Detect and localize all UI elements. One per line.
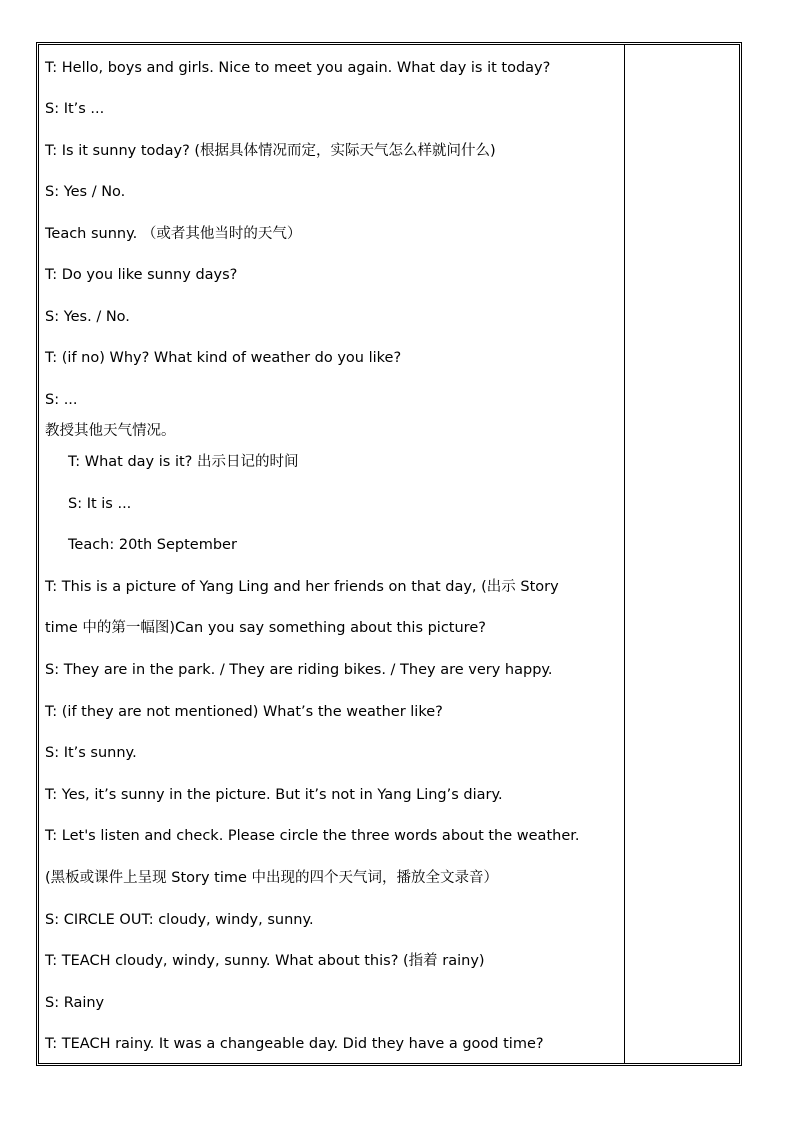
dialogue-line: T: Is it sunny today? (根据具体情况而定，实际天气怎么样就问什么) xyxy=(45,143,496,159)
dialogue-line: T: Do you like sunny days? xyxy=(45,267,238,283)
dialogue-line: T: TEACH rainy. It was a changeable day. Did they have a good time? xyxy=(45,1036,544,1052)
dialogue-line: T: Let's listen and check. Please circle the three words about the weather. xyxy=(45,828,580,844)
dialogue-line: Teach sunny. （或者其他当时的天气） xyxy=(45,226,302,242)
dialogue-line: T: This is a picture of Yang Ling and her friends on that day, (出示 Story xyxy=(45,579,559,595)
dialogue-line: S: It’s sunny. xyxy=(45,745,137,761)
dialogue-line: S: Rainy xyxy=(45,995,105,1011)
dialogue-line: (黑板或课件上呈现 Story time 中出现的四个天气词，播放全文录音） xyxy=(45,870,499,886)
dialogue-line: T: (if no) Why? What kind of weather do you like? xyxy=(45,350,402,366)
dialogue-line: S: Yes / No. xyxy=(45,184,126,200)
dialogue-line: T: What day is it? 出示日记的时间 xyxy=(68,454,299,470)
dialogue-line: S: Yes. / No. xyxy=(45,309,130,325)
dialogue-line: S: ... xyxy=(45,392,78,408)
column-divider xyxy=(624,44,625,1064)
dialogue-line: S: It is ... xyxy=(68,496,132,512)
dialogue-line: Teach: 20th September xyxy=(68,537,237,553)
dialogue-line: time 中的第一幅图)Can you say something about this picture? xyxy=(45,620,486,636)
dialogue-line: T: (if they are not mentioned) What’s the weather like? xyxy=(45,704,443,720)
dialogue-line: S: It’s ... xyxy=(45,101,105,117)
dialogue-line: T: Yes, it’s sunny in the picture. But it’s not in Yang Ling’s diary. xyxy=(45,787,503,803)
dialogue-line: T: TEACH cloudy, windy, sunny. What about this? (指着 rainy) xyxy=(45,953,485,969)
dialogue-line: T: Hello, boys and girls. Nice to meet you again. What day is it today? xyxy=(45,60,551,76)
dialogue-line: 教授其他天气情况。 xyxy=(45,423,176,439)
dialogue-line: S: They are in the park. / They are riding bikes. / They are very happy. xyxy=(45,662,553,678)
dialogue-line: S: CIRCLE OUT: cloudy, windy, sunny. xyxy=(45,912,314,928)
